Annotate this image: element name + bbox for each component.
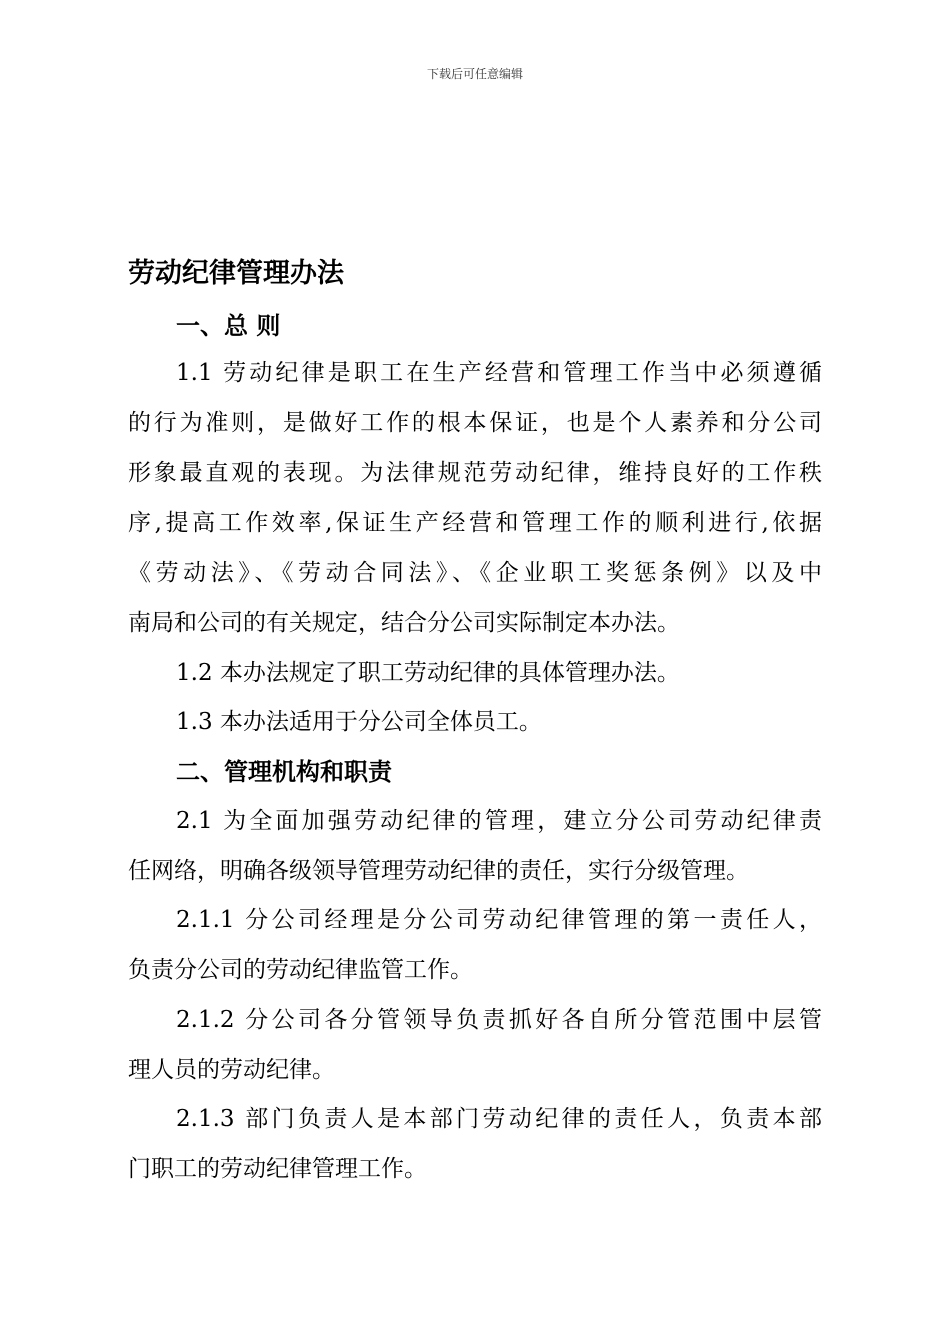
- paragraph-line: 的行为准则，是做好工作的根本保证，也是个人素养和分公司: [128, 410, 822, 436]
- paragraph-line: 1.2 本办法规定了职工劳动纪律的具体管理办法。: [176, 660, 680, 686]
- paragraph-line: 形象最直观的表现。为法律规范劳动纪律，维持良好的工作秩: [128, 460, 822, 486]
- paragraph-line: 南局和公司的有关规定，结合分公司实际制定本办法。: [128, 610, 680, 636]
- paragraph-line: 《劳动法》、《劳动合同法》、《企业职工奖惩条例》以及中: [128, 560, 822, 586]
- paragraph-2-1-2: [128, 1000, 822, 1100]
- document-title: 劳动纪律管理办法: [128, 258, 344, 289]
- section-heading-management: 二、管理机构和职责: [176, 758, 392, 786]
- paragraph-1-1: [128, 353, 822, 653]
- paragraph-2-1-1: [128, 900, 822, 1000]
- paragraph-line: 负责分公司的劳动纪律监管工作。: [128, 957, 473, 983]
- paragraph-line: 序,提高工作效率,保证生产经营和管理工作的顺利进行,依据: [128, 510, 822, 536]
- paragraph-1-3: [128, 702, 822, 752]
- paragraph-line: 理人员的劳动纪律。: [128, 1057, 335, 1083]
- paragraph-line: 2.1.2 分公司各分管领导负责抓好各自所分管范围中层管: [176, 1007, 822, 1033]
- paragraph-1-2: [128, 653, 822, 703]
- paragraph-line: 门职工的劳动纪律管理工作。: [128, 1156, 427, 1182]
- paragraph-line: 2.1.3 部门负责人是本部门劳动纪律的责任人，负责本部: [176, 1106, 822, 1132]
- paragraph-line: 2.1.1 分公司经理是分公司劳动纪律管理的第一责任人，: [176, 907, 822, 933]
- header-note: 下载后可任意编辑: [426, 67, 523, 81]
- paragraph-2-1-3: [128, 1099, 822, 1199]
- section-heading-general: 一、总 则: [176, 312, 281, 340]
- paragraph-2-1: [128, 801, 822, 901]
- paragraph-line: 任网络，明确各级领导管理劳动纪律的责任，实行分级管理。: [128, 858, 749, 884]
- paragraph-line: 1.3 本办法适用于分公司全体员工。: [176, 709, 542, 735]
- paragraph-line: 2.1 为全面加强劳动纪律的管理，建立分公司劳动纪律责: [176, 808, 822, 834]
- paragraph-line: 1.1 劳动纪律是职工在生产经营和管理工作当中必须遵循: [176, 360, 822, 386]
